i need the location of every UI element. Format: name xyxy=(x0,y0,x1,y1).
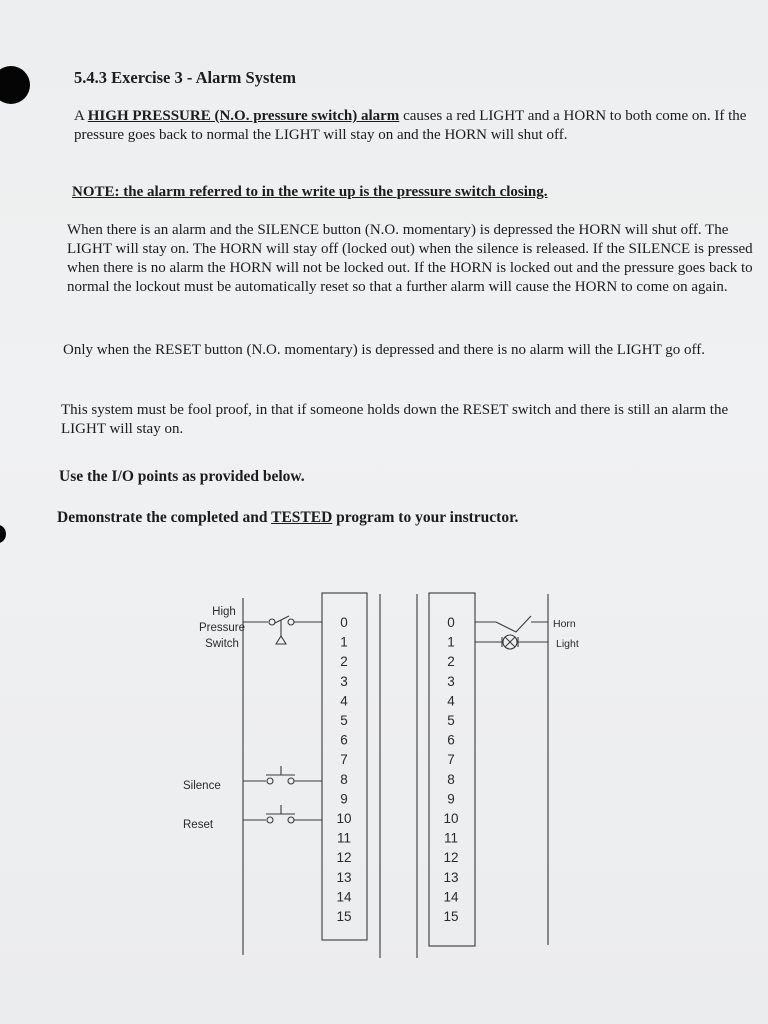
input-point-0: 0 xyxy=(340,615,348,630)
input-point-13: 13 xyxy=(336,869,352,885)
input-point-12: 12 xyxy=(336,850,352,866)
output-point-2: 2 xyxy=(447,654,455,670)
light-symbol xyxy=(475,635,548,649)
note-line: NOTE: the alarm referred to in the write up is the pressure switch closing. xyxy=(72,184,548,200)
input-point-11: 11 xyxy=(336,830,352,846)
instruction2-rest: program to your instructor. xyxy=(332,509,519,526)
output-point-15: 15 xyxy=(443,909,459,924)
paragraph1-lead: A xyxy=(74,108,88,124)
input-point-4: 4 xyxy=(340,693,348,709)
instruction2-underlined: TESTED xyxy=(271,509,333,526)
input-point-9: 9 xyxy=(340,791,348,807)
instruction2-lead: Demonstrate the completed and xyxy=(57,509,272,526)
input-point-14: 14 xyxy=(336,889,352,905)
label-pressure: Pressure xyxy=(198,622,246,634)
horn-symbol xyxy=(475,616,548,632)
paragraph1-rest: causes a red LIGHT and a HORN to both come on. If the pressure goes back to normal the LIGHT will stay on and the HORN will shut off. xyxy=(74,108,747,143)
output-point-4: 4 xyxy=(447,693,455,709)
paragraph-reset: Only when the RESET button (N.O. momentary) is depressed and there is no alarm will the LIGHT go off. xyxy=(63,342,705,358)
input-point-numbers xyxy=(336,615,352,924)
label-silence: Silence xyxy=(183,780,221,792)
exercise-heading: 5.4.3 Exercise 3 - Alarm System xyxy=(74,68,296,87)
output-point-9: 9 xyxy=(447,791,455,807)
label-light: Light xyxy=(556,638,579,650)
input-point-3: 3 xyxy=(340,673,348,689)
input-point-6: 6 xyxy=(340,732,348,748)
label-reset: Reset xyxy=(183,819,214,831)
label-high: High xyxy=(212,606,236,618)
output-point-numbers xyxy=(443,615,459,924)
output-point-11: 11 xyxy=(443,830,459,846)
output-point-0: 0 xyxy=(447,615,455,630)
label-switch: Switch xyxy=(205,638,239,650)
paragraph-silence: When there is an alarm and the SILENCE button (N.O. momentary) is depressed the HORN will shut off. The LIGHT will stay on. The HORN will stay off (locked out) when the silence is released. If the SILENCE is pressed when there is no alarm the HORN will not be locked out. If the HORN is locked out and the pressure goes back to normal the lockout must be automatically reset so that a further alarm will cause the HORN to come on again. xyxy=(67,222,753,295)
paragraph-fool-proof: This system must be fool proof, in that if someone holds down the RESET switch and there is still an alarm the LIGHT will stay on. xyxy=(61,402,729,437)
label-horn: Horn xyxy=(553,618,576,630)
input-point-8: 8 xyxy=(340,771,348,787)
input-point-7: 7 xyxy=(340,752,348,768)
input-point-5: 5 xyxy=(340,713,348,728)
output-point-14: 14 xyxy=(443,889,459,905)
output-point-5: 5 xyxy=(447,713,455,728)
input-point-1: 1 xyxy=(340,634,348,650)
output-point-12: 12 xyxy=(443,850,459,866)
pressure-switch-symbol xyxy=(243,616,322,644)
instruction-io-points: Use the I/O points as provided below. xyxy=(59,468,305,485)
output-point-10: 10 xyxy=(443,811,459,826)
input-point-15: 15 xyxy=(336,909,352,924)
output-point-7: 7 xyxy=(447,752,455,768)
output-point-3: 3 xyxy=(447,673,455,689)
output-point-8: 8 xyxy=(447,771,455,787)
input-point-2: 2 xyxy=(340,654,348,670)
paragraph1-underlined: HIGH PRESSURE (N.O. pressure switch) alarm xyxy=(87,108,400,124)
silence-pushbutton-symbol xyxy=(243,766,322,784)
input-point-10: 10 xyxy=(336,811,352,826)
reset-pushbutton-symbol xyxy=(243,805,322,823)
output-point-6: 6 xyxy=(447,732,455,748)
output-point-1: 1 xyxy=(447,634,455,650)
output-point-13: 13 xyxy=(443,869,459,885)
